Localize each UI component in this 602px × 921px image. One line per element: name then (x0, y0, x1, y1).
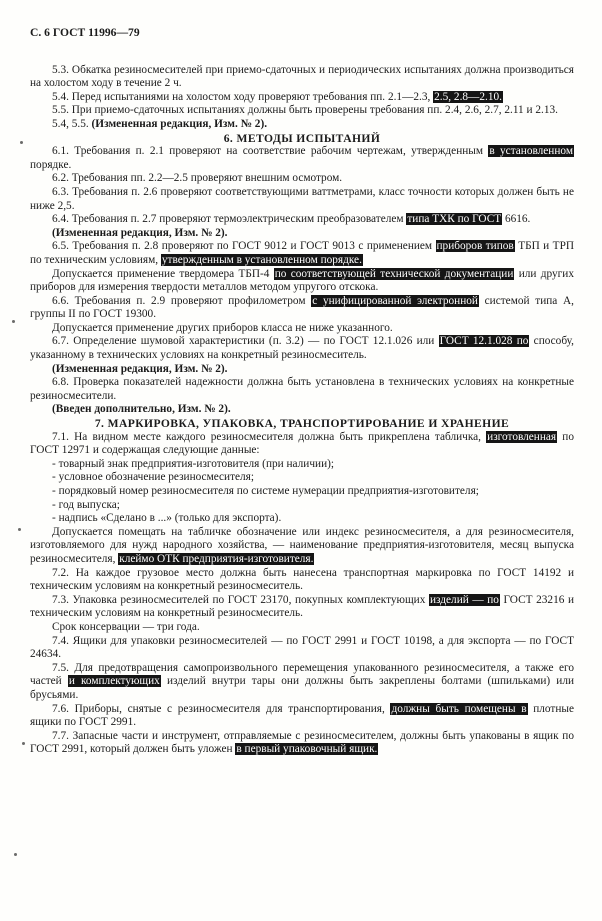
amendment-note (30, 227, 574, 241)
paragraph (30, 567, 574, 594)
text-run: плотные ящики по ГОСТ 2991. (30, 702, 574, 729)
list-item (30, 499, 574, 513)
text-run: 6.1. Требования п. 2.1 проверяют на соответствие рабочим чертежам, утвержденным (52, 145, 489, 158)
text-run: ТБП и ТРП по техническим условиям, (30, 240, 575, 266)
paragraph (30, 104, 574, 118)
text-run: 6.5. Требования п. 2.8 проверяют по ГОСТ 9012 и ГОСТ 9013 с применением (52, 240, 436, 253)
text-run: 7.5. Для предотвращения самопроизвольного перемещения упакованного резиносмесителя, а также его частей (30, 661, 574, 688)
text-run: системой типа А, группы II по ГОСТ 19300. (30, 294, 575, 321)
paragraph (30, 703, 574, 730)
text-run: 7.6. Приборы, снятые с резиносмесителя для транспортирования, (52, 702, 391, 715)
paragraph (30, 662, 574, 703)
text-run: 7.2. На каждое грузовое место должна быть нанесена транспортная маркировка по ГОСТ 14192 и техническим условиям на конкретный резиносмеситель. (30, 566, 574, 593)
paragraph (30, 322, 574, 336)
paragraph (30, 376, 574, 403)
paragraph (30, 526, 574, 567)
scan-speck (22, 742, 25, 745)
text-run: Срок консервации — три года. (52, 620, 200, 633)
paragraph (30, 594, 574, 621)
highlighted-text: с унифицированной электронной (312, 294, 478, 307)
text-run: 6. МЕТОДЫ ИСПЫТАНИЙ (223, 131, 381, 145)
text-run: 5.5. При приемо-сдаточных испытаниях должны быть проверены требования пп. 2.4, 2.6, 2.7, 2.11 и 2.13. (52, 104, 558, 117)
text-run: - порядковый номер резиносмесителя по системе нумерации предприятия-изготовителя; (52, 485, 479, 497)
text-run: 6.4. Требования п. 2.7 проверяют термоэлектрическим преобразователем (52, 213, 407, 226)
list-item (30, 471, 574, 485)
highlighted-text: ГОСТ 12.1.028 по (439, 335, 529, 348)
paragraph (30, 730, 574, 757)
paragraph (30, 145, 574, 172)
highlighted-text: изделий — по (429, 593, 499, 606)
paragraph (30, 240, 574, 267)
paragraph (30, 635, 574, 662)
text-run: Допускается применение твердомера ТБП-4 (52, 267, 274, 280)
paragraph (30, 172, 574, 186)
text-run: или других приборов для измерения твердости металлов методом упругого отскока. (30, 267, 574, 294)
highlighted-text: изготовленная (487, 430, 557, 443)
scan-speck (20, 141, 23, 144)
text-run: 5.3. Обкатка резиносмесителей при приемо-сдаточных и периодических испытаниях должна производиться на холостом ходу в течение 2 ч. (30, 63, 574, 90)
paragraph (30, 91, 574, 105)
paragraph (30, 621, 574, 635)
highlighted-text: клеймо ОТК предприятия-изготовителя. (119, 552, 314, 565)
paragraph (30, 118, 574, 132)
text-run: 6.7. Определение шумовой характеристики (п. 3.2) — по ГОСТ 12.1.026 или (52, 335, 439, 348)
paragraph (30, 295, 574, 322)
section-heading (30, 132, 574, 146)
highlighted-text: типа ТХК по ГОСТ (407, 213, 502, 226)
amendment-note (30, 403, 574, 417)
highlighted-text: приборов типов (436, 240, 514, 253)
text-run: 7.7. Запасные части и инструмент, отправляемые с резиносмесителем, должны быть упакованы в ящик по ГОСТ 2991, который должен быть уложен (30, 729, 574, 756)
text-run: (Введен дополнительно, Изм. № 2). (52, 403, 231, 416)
text-run: - условное обозначение резиносмесителя; (52, 471, 255, 484)
amendment-note (30, 363, 574, 377)
text-run: Допускается применение других приборов класса не ниже указанного. (52, 321, 393, 334)
text-run: 6.3. Требования п. 2.6 проверяют соответствующими ваттметрами, класс точности которых должен быть не ниже 2,5. (30, 185, 574, 212)
text-run: 7.4. Ящики для упаковки резиносмесителей — по ГОСТ 2991 и ГОСТ 10198, а для экспорта — по ГОСТ 24634. (30, 634, 574, 661)
text-run: - год выпуска; (52, 498, 120, 511)
highlighted-text: в первый упаковочный ящик. (236, 743, 378, 756)
scan-speck (14, 853, 17, 856)
text-run: 5.4. Перед испытаниями на холостом ходу проверяют требования пп. 2.1—2.3, (52, 90, 434, 103)
text-run: Допускается помещать на табличке обозначение или индекс резиносмесителя, а для резиносмесителя, изготовляемого для нужд народного хозяйства, — наименование предприятия-изготовителя, месяц выпуска резиносмесителя, (30, 525, 574, 565)
text-run: 6.2. Требования пп. 2.2—2.5 проверяют внешним осмотром. (52, 172, 343, 185)
paragraph (30, 64, 574, 91)
text-run: (Измененная редакция, Изм. № 2). (91, 117, 268, 130)
text-run: (Измененная редакция, Изм. № 2). (52, 362, 228, 375)
highlighted-text: в установленном (489, 145, 573, 158)
document-body (30, 64, 574, 757)
text-run: 5.4, 5.5. (52, 117, 92, 130)
paragraph (30, 431, 574, 458)
scan-speck (12, 320, 15, 323)
text-run: 7.3. Упаковка резиносмесителей по ГОСТ 23170, покупных комплектующих (52, 593, 429, 606)
text-run: - надпись «Сделано в ...» (только для экспорта). (52, 512, 282, 525)
text-run: 6.6. Требования п. 2.9 проверяют профилометром (52, 294, 312, 307)
text-run: ГОСТ 23216 и техническим условиям на конкретный резиносмеситель. (30, 593, 575, 620)
highlighted-text: и комплектующих (68, 675, 160, 688)
paragraph (30, 335, 574, 362)
paragraph (30, 268, 574, 295)
list-item (30, 512, 574, 526)
text-run: изделий внутри тары они должны быть закреплены болтами (шпильками) или брусьями. (30, 675, 575, 701)
list-item (30, 485, 574, 499)
highlighted-text: по соответствующей технической документации (274, 267, 514, 280)
scan-speck (18, 528, 21, 531)
highlighted-text: 2.5, 2.8—2.10. (434, 90, 502, 103)
text-run: (Измененная редакция, Изм. № 2). (52, 226, 228, 239)
text-run: 7.1. На видном месте каждого резиносмесителя должна быть прикреплена табличка, (52, 430, 487, 443)
text-run: порядке. (30, 158, 72, 171)
text-run: - товарный знак предприятия-изготовителя (при наличии); (52, 457, 335, 470)
text-run: способу, указанному в технических условиях на конкретный резиносмеситель. (30, 335, 574, 362)
section-heading (30, 417, 574, 431)
text-run: 7. МАРКИРОВКА, УПАКОВКА, ТРАНСПОРТИРОВАНИЕ И ХРАНЕНИЕ (94, 417, 510, 431)
text-run: по ГОСТ 12971 и содержащая следующие данные: (30, 430, 574, 457)
list-item (30, 458, 574, 472)
highlighted-text: утвержденным в установленном порядке. (161, 253, 362, 266)
text-run: 6.8. Проверка показателей надежности должна быть установлена в технических условиях на конкретные резиносмесители. (30, 376, 574, 402)
text-run: 6616. (502, 213, 531, 226)
highlighted-text: должны быть помещены в (391, 702, 527, 715)
paragraph (30, 186, 574, 213)
paragraph (30, 213, 574, 227)
page-header: С. 6 ГОСТ 11996—79 (30, 26, 140, 39)
